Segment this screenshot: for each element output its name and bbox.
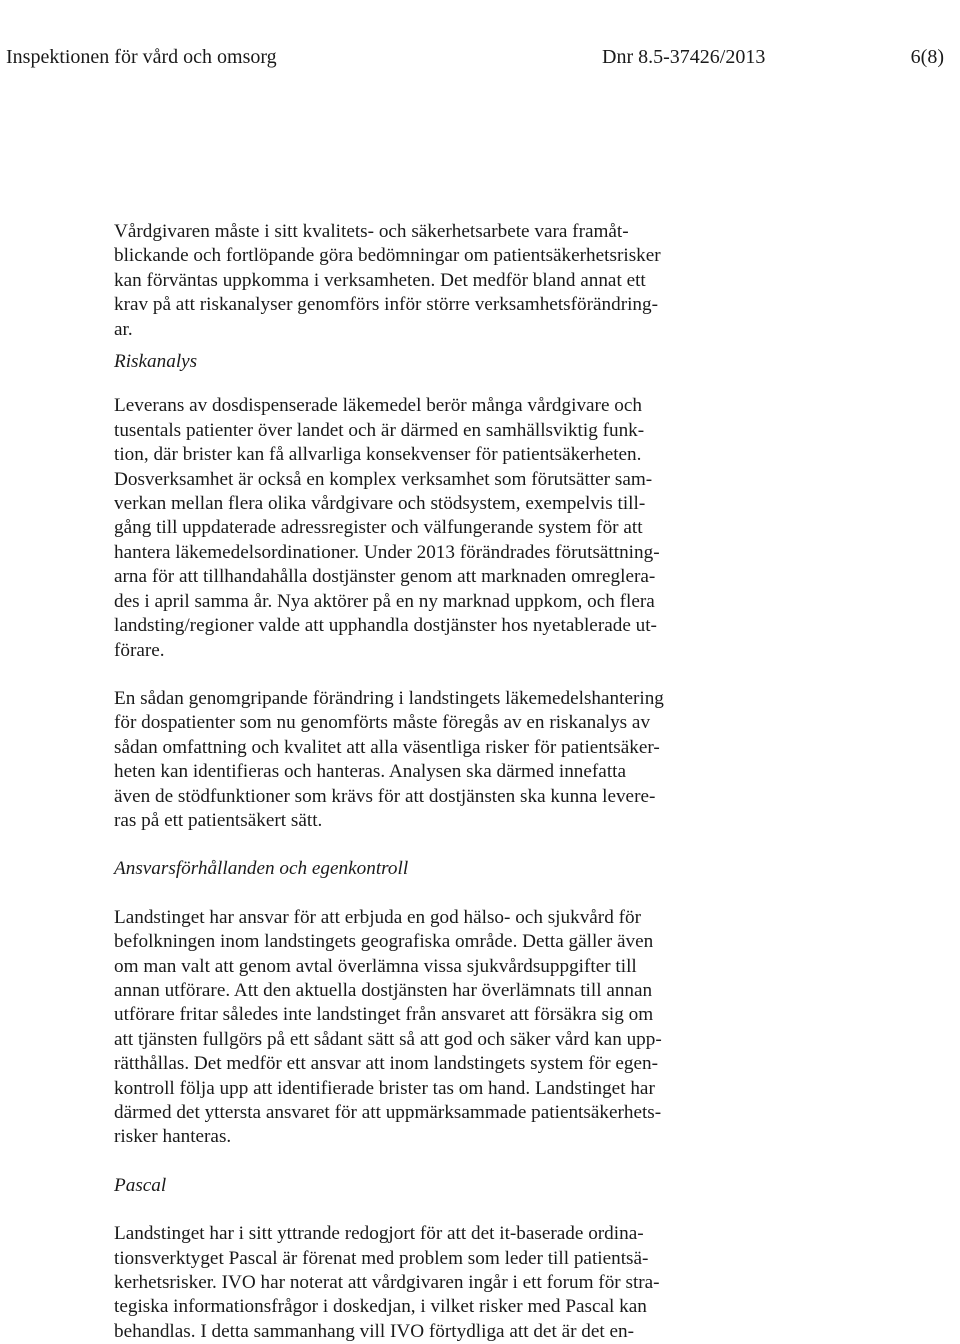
pascal-paragraph: Landstinget har i sitt yttrande redogjort för att det it-baserade ordina- tionsverktyget Pascal är förenat med problem som leder till patientsä- kerhetsrisker. IVO har noterat att vårdgivaren ingår i ett forum för stra- tegiska informationsfrågor i doskedjan, i vilket risker med Pascal kan behandlas. I detta sammanhang vill IVO förtydliga att det är det en- bbox=[114, 1223, 660, 1342]
section-heading-riskanalys: Riskanalys bbox=[114, 351, 198, 373]
page-number: 6(8) bbox=[910, 46, 944, 68]
document-number: Dnr 8.5-37426/2013 bbox=[602, 46, 766, 68]
section-heading-pascal: Pascal bbox=[114, 1174, 167, 1196]
riskanalys-paragraph-1: Leverans av dosdispenserade läkemedel berör många vårdgivare och tusentals patienter över landet och är därmed en samhällsviktig funk- tion, där brister kan få allvarliga konsekvenser för patientsäkerheten. Dosverksamhet är också en komplex verksamhet som förutsätter sam- verkan mellan flera olika vårdgivare och stödsystem, exempelvis till- gång till uppdaterade adressregister och välfungerande system för att hantera läkemedelsordinationer. Under 2013 förändrades förutsättning- arna för att tillhandahålla dostjänster genom att marknaden omreglera- des i april samma år. Nya aktörer på en ny marknad uppkom, och flera landsting/regioner valde att upphandla dostjänster hos nyetablerade ut- förare. bbox=[114, 395, 660, 661]
riskanalys-paragraph-2: En sådan genomgripande förändring i landstingets läkemedelshantering för dospatienter som nu genomförts måste föregås av en riskanalys av sådan omfattning och kvalitet att alla väsentliga risker för patientsäker- heten kan identifieras och hanteras. Analysen ska därmed innefatta även de stödfunktioner som krävs för att dostjänsten ska kunna levere- ras på ett patientsäkert sätt. bbox=[114, 687, 664, 831]
intro-paragraph: Vårdgivaren måste i sitt kvalitets- och säkerhetsarbete vara framåt- blickande och fortlöpande göra bedömningar om patientsäkerhetsrisker kan förväntas uppkomma i verksamheten. Det medför bland annat ett krav på att riskanalyser genomförs inför större verksamhetsförändring- ar. bbox=[114, 221, 661, 340]
page-header bbox=[6, 42, 944, 72]
ansvar-paragraph: Landstinget har ansvar för att erbjuda en god hälso- och sjukvård för befolkningen inom landstingets geografiska område. Detta gäller även om man valt att genom avtal överlämna vissa sjukvårdsuppgifter till annan utförare. Att den aktuella dostjänsten har överlämnats till annan utförare fritar således inte landstinget från ansvaret att försäkra sig om att tjänsten fullgörs på ett sådant sätt så att god och säker vård kan upp- rätthållas. Det medför ett ansvar att inom landstingets system för egen- kontroll följa upp att identifierade brister tas om hand. Landstinget har därmed det yttersta ansvaret för att uppmärksammade patientsäkerhets- risker hanteras. bbox=[114, 906, 662, 1148]
document-body bbox=[114, 220, 734, 1344]
section-heading-ansvar: Ansvarsförhållanden och egenkontroll bbox=[114, 858, 409, 880]
organization-name: Inspektionen för vård och omsorg bbox=[6, 46, 277, 68]
